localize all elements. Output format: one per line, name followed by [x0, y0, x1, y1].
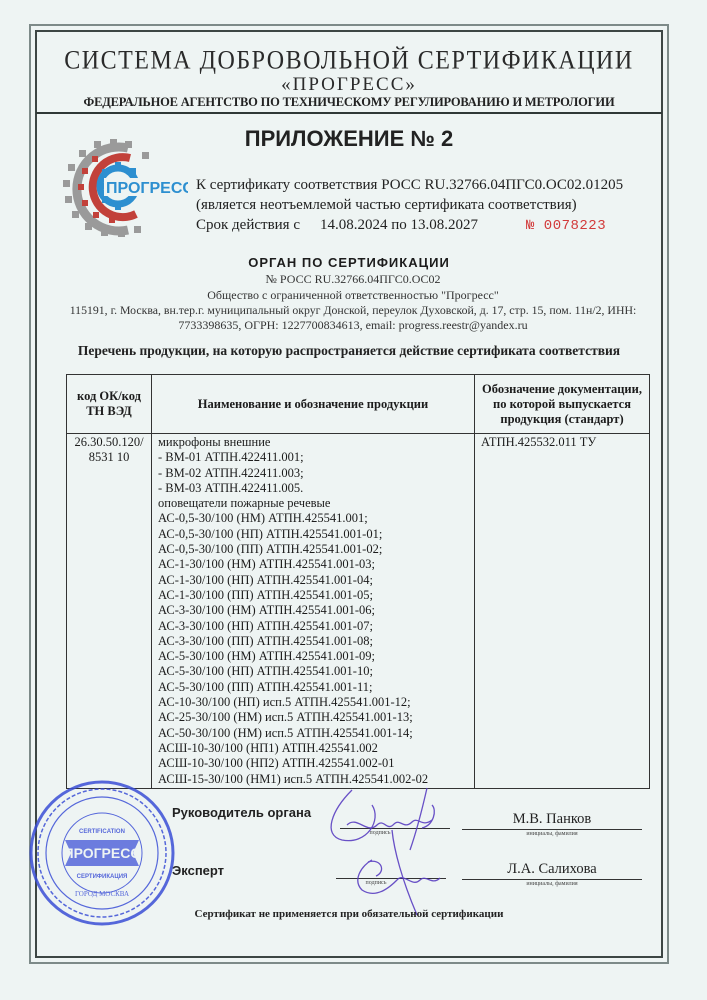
- column-header-code: код ОК/код ТН ВЭД: [67, 375, 152, 434]
- product-item: АС-3-30/100 (ПП) АТПН.425541.001-08;: [158, 633, 373, 648]
- column-header-standard: Обозначение документации, по которой выпускается продукция (стандарт): [475, 375, 650, 434]
- product-item: микрофоны внешние: [158, 435, 271, 449]
- certification-body-company: Общество с ограниченной ответственностью "Прогресс": [207, 288, 499, 302]
- expert-name: Л.А. Салихова: [507, 861, 597, 877]
- logo-text: ПРОГРЕСС: [106, 180, 188, 197]
- head-label: Руководитель органа: [172, 805, 312, 820]
- validity-label: Срок действия с: [196, 217, 300, 233]
- product-item: АС-1-30/100 (ПП) АТПН.425541.001-05;: [158, 587, 373, 602]
- official-stamp: [27, 778, 177, 928]
- product-item: АС-5-30/100 (НП) АТПН.425541.001-10;: [158, 664, 373, 679]
- expert-name-caption: инициалы, фамилия: [526, 881, 578, 887]
- system-name: «ПРОГРЕСС»: [281, 74, 417, 95]
- product-item: - ВМ-02 АТПН.422411.003;: [158, 465, 304, 480]
- table-row: [67, 434, 650, 789]
- product-item: АС-0,5-30/100 (НМ) АТПН.425541.001;: [158, 511, 368, 526]
- product-item: АС-5-30/100 (ПП) АТПН.425541.001-11;: [158, 679, 373, 694]
- product-list-title: Перечень продукции, на которую распространяется действие сертификата соответствия: [77, 343, 621, 358]
- product-item: АС-1-30/100 (НП) АТПН.425541.001-04;: [158, 572, 373, 587]
- gear-logo-icon: [58, 138, 188, 238]
- stamp-seal-icon: [27, 778, 177, 928]
- expert-name-line: [462, 879, 642, 880]
- disclaimer: Сертификат не применяется при обязательной сертификации: [194, 908, 504, 920]
- agency-name: ФЕДЕРАЛЬНОЕ АГЕНТСТВО ПО ТЕХНИЧЕСКОМУ РЕГУЛИРОВАНИЮ И МЕТРОЛОГИИ: [83, 95, 615, 109]
- product-item: АСШ-10-30/100 (НП1) АТПН.425541.002: [158, 740, 378, 755]
- header-divider: [36, 112, 662, 114]
- stamp-bottom-text: СЕРТИФИКАЦИЯ: [76, 874, 128, 880]
- product-code-cell: [67, 434, 152, 789]
- product-item: АС-3-30/100 (НМ) АТПН.425541.001-06;: [158, 603, 376, 618]
- system-title: СИСТЕМА ДОБРОВОЛЬНОЙ СЕРТИФИКАЦИИ: [64, 46, 634, 76]
- certification-body-title: ОРГАН ПО СЕРТИФИКАЦИИ: [248, 255, 450, 270]
- product-table: [66, 374, 650, 789]
- certification-body-address: 115191, г. Москва, вн.тер.г. муниципальный округ Донской, переулок Духовской, д. 17, стр. 15, пом. 11н/2, ИНН:: [69, 303, 637, 317]
- expert-label: Эксперт: [172, 863, 225, 878]
- standard-cell: АТПН.425532.011 ТУ: [475, 434, 650, 789]
- product-names-cell: [152, 434, 475, 789]
- validity-dates: 14.08.2024 по 13.08.2027: [320, 217, 479, 233]
- head-name: М.В. Панков: [512, 811, 592, 827]
- stamp-city: ГОРОД МОСКВА: [74, 890, 130, 898]
- product-item: АС-1-30/100 (НМ) АТПН.425541.001-03;: [158, 557, 376, 572]
- expert-sign-caption: подпись: [365, 880, 387, 886]
- stamp-center-text: ПРОГРЕСС: [63, 845, 141, 861]
- head-name-caption: инициалы, фамилия: [526, 831, 578, 837]
- product-item: - ВМ-03 АТПН.422411.005.: [158, 480, 304, 495]
- certification-body-registration: № РОСС RU.32766.04ПГС0.ОС02: [265, 272, 441, 286]
- product-item: АСШ-15-30/100 (НМ1) исп.5 АТПН.425541.002-02: [158, 771, 429, 786]
- product-item: АС-0,5-30/100 (НП) АТПН.425541.001-01;: [158, 526, 383, 541]
- appendix-title: ПРИЛОЖЕНИЕ № 2: [244, 126, 454, 151]
- product-item: АС-50-30/100 (НМ) исп.5 АТПН.425541.001-14;: [158, 725, 413, 740]
- stamp-top-text: CERTIFICATION: [79, 829, 125, 835]
- certificate-reference: К сертификату соответствия РОСС RU.32766.04ПГС0.ОС02.01205: [196, 177, 624, 193]
- product-item: АСШ-10-30/100 (НП2) АТПН.425541.002-01: [158, 756, 395, 771]
- tnved-code: 8531 10: [88, 450, 130, 465]
- product-item: АС-10-30/100 (НП) исп.5 АТПН.425541.001-12;: [158, 695, 411, 710]
- certification-body-ids: 7733398635, ОГРН: 1227700834613, email: progress.reestr@yandex.ru: [178, 318, 528, 332]
- product-item: АС-25-30/100 (НМ) исп.5 АТПН.425541.001-13;: [158, 710, 413, 725]
- head-name-line: [462, 829, 642, 830]
- table-header-row: [67, 375, 650, 434]
- progress-logo: [58, 138, 188, 238]
- product-item: оповещатели пожарные речевые: [158, 496, 331, 511]
- product-item: - ВМ-01 АТПН.422411.001;: [158, 450, 304, 465]
- product-item: АС-5-30/100 (НМ) АТПН.425541.001-09;: [158, 649, 376, 664]
- head-sign-caption: подпись: [369, 830, 391, 836]
- column-header-product: Наименование и обозначение продукции: [152, 375, 475, 434]
- integral-note: (является неотъемлемой частью сертификата соответствия): [196, 197, 577, 213]
- product-item: АС-3-30/100 (НП) АТПН.425541.001-07;: [158, 618, 373, 633]
- product-item: АС-0,5-30/100 (ПП) АТПН.425541.001-02;: [158, 542, 383, 557]
- serial-number: № 0078223: [526, 218, 607, 234]
- okpd-code: 26.30.50.120/: [74, 435, 144, 449]
